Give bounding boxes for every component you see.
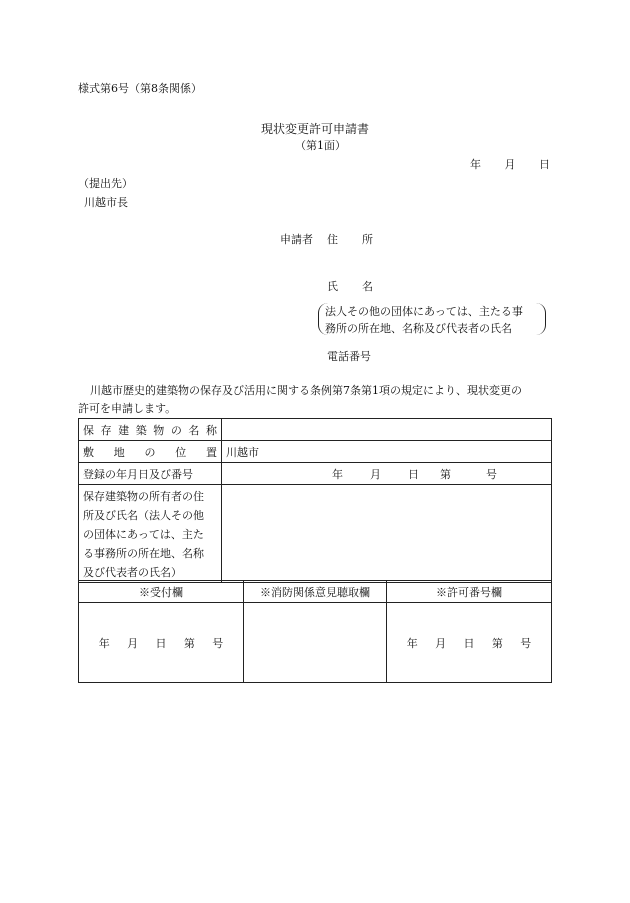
corp-note-line2: 務所の所在地、名称及び代表者の氏名 — [325, 322, 512, 335]
owner-label: 保存建築物の所有者の住 所及び氏名（法人その他 の団体にあっては、主た る事務所の所在地、名称 及び代表者の氏名） — [79, 485, 222, 583]
address-label-1: 住 — [327, 233, 338, 246]
site-location-field[interactable]: 川越市 — [222, 441, 552, 463]
name-label-2: 名 — [362, 280, 373, 293]
submit-to-name: 川越市長 — [84, 196, 128, 209]
table-row — [79, 485, 552, 583]
address-label-2: 所 — [362, 233, 373, 246]
building-name-field[interactable] — [222, 419, 552, 441]
fire-consult-field[interactable] — [244, 603, 387, 683]
submit-to-label: （提出先） — [78, 177, 133, 190]
owner-field[interactable] — [222, 485, 552, 583]
phone-label: 電話番号 — [327, 350, 371, 363]
table-row — [79, 603, 552, 683]
site-location-label: 敷 地 の 位 置 — [79, 441, 222, 463]
address-label — [327, 231, 373, 247]
name-label — [327, 278, 373, 294]
table-row — [79, 581, 552, 603]
application-table — [78, 418, 552, 583]
corp-note-line1: 法人その他の団体にあっては、主たる事 — [325, 305, 523, 318]
date-line — [470, 156, 550, 172]
building-name-label: 保 存 建 築 物 の 名 称 — [79, 419, 222, 441]
form-number: 様式第6号（第8条関係） — [78, 82, 202, 95]
fire-consult-header: ※消防関係意見聴取欄 — [244, 581, 387, 603]
body-text-line2: 許可を申請します。 — [78, 402, 177, 415]
table-row — [79, 463, 552, 485]
date-month: 月 — [504, 158, 516, 171]
document-title: 現状変更許可申請書 — [261, 122, 370, 136]
body-text-line1: 川越市歴史的建築物の保存及び活用に関する条例第7条第1項の規定により、現状変更の — [90, 384, 522, 397]
document-subtitle: （第1面） — [295, 139, 346, 152]
office-use-table — [78, 580, 552, 683]
permit-number-header: ※許可番号欄 — [387, 581, 552, 603]
date-day: 日 — [539, 158, 550, 171]
reception-field[interactable]: 年 月 日 第 号 — [79, 603, 244, 683]
registration-field[interactable]: 年 月 日 第 号 — [222, 463, 552, 485]
reception-header: ※受付欄 — [79, 581, 244, 603]
applicant-label: 申請者 — [280, 233, 313, 246]
date-year: 年 — [470, 158, 481, 171]
permit-number-field[interactable]: 年 月 日 第 号 — [387, 603, 552, 683]
table-row — [79, 441, 552, 463]
name-label-1: 氏 — [327, 280, 338, 293]
registration-label: 登録の年月日及び番号 — [79, 463, 222, 485]
table-row — [79, 419, 552, 441]
